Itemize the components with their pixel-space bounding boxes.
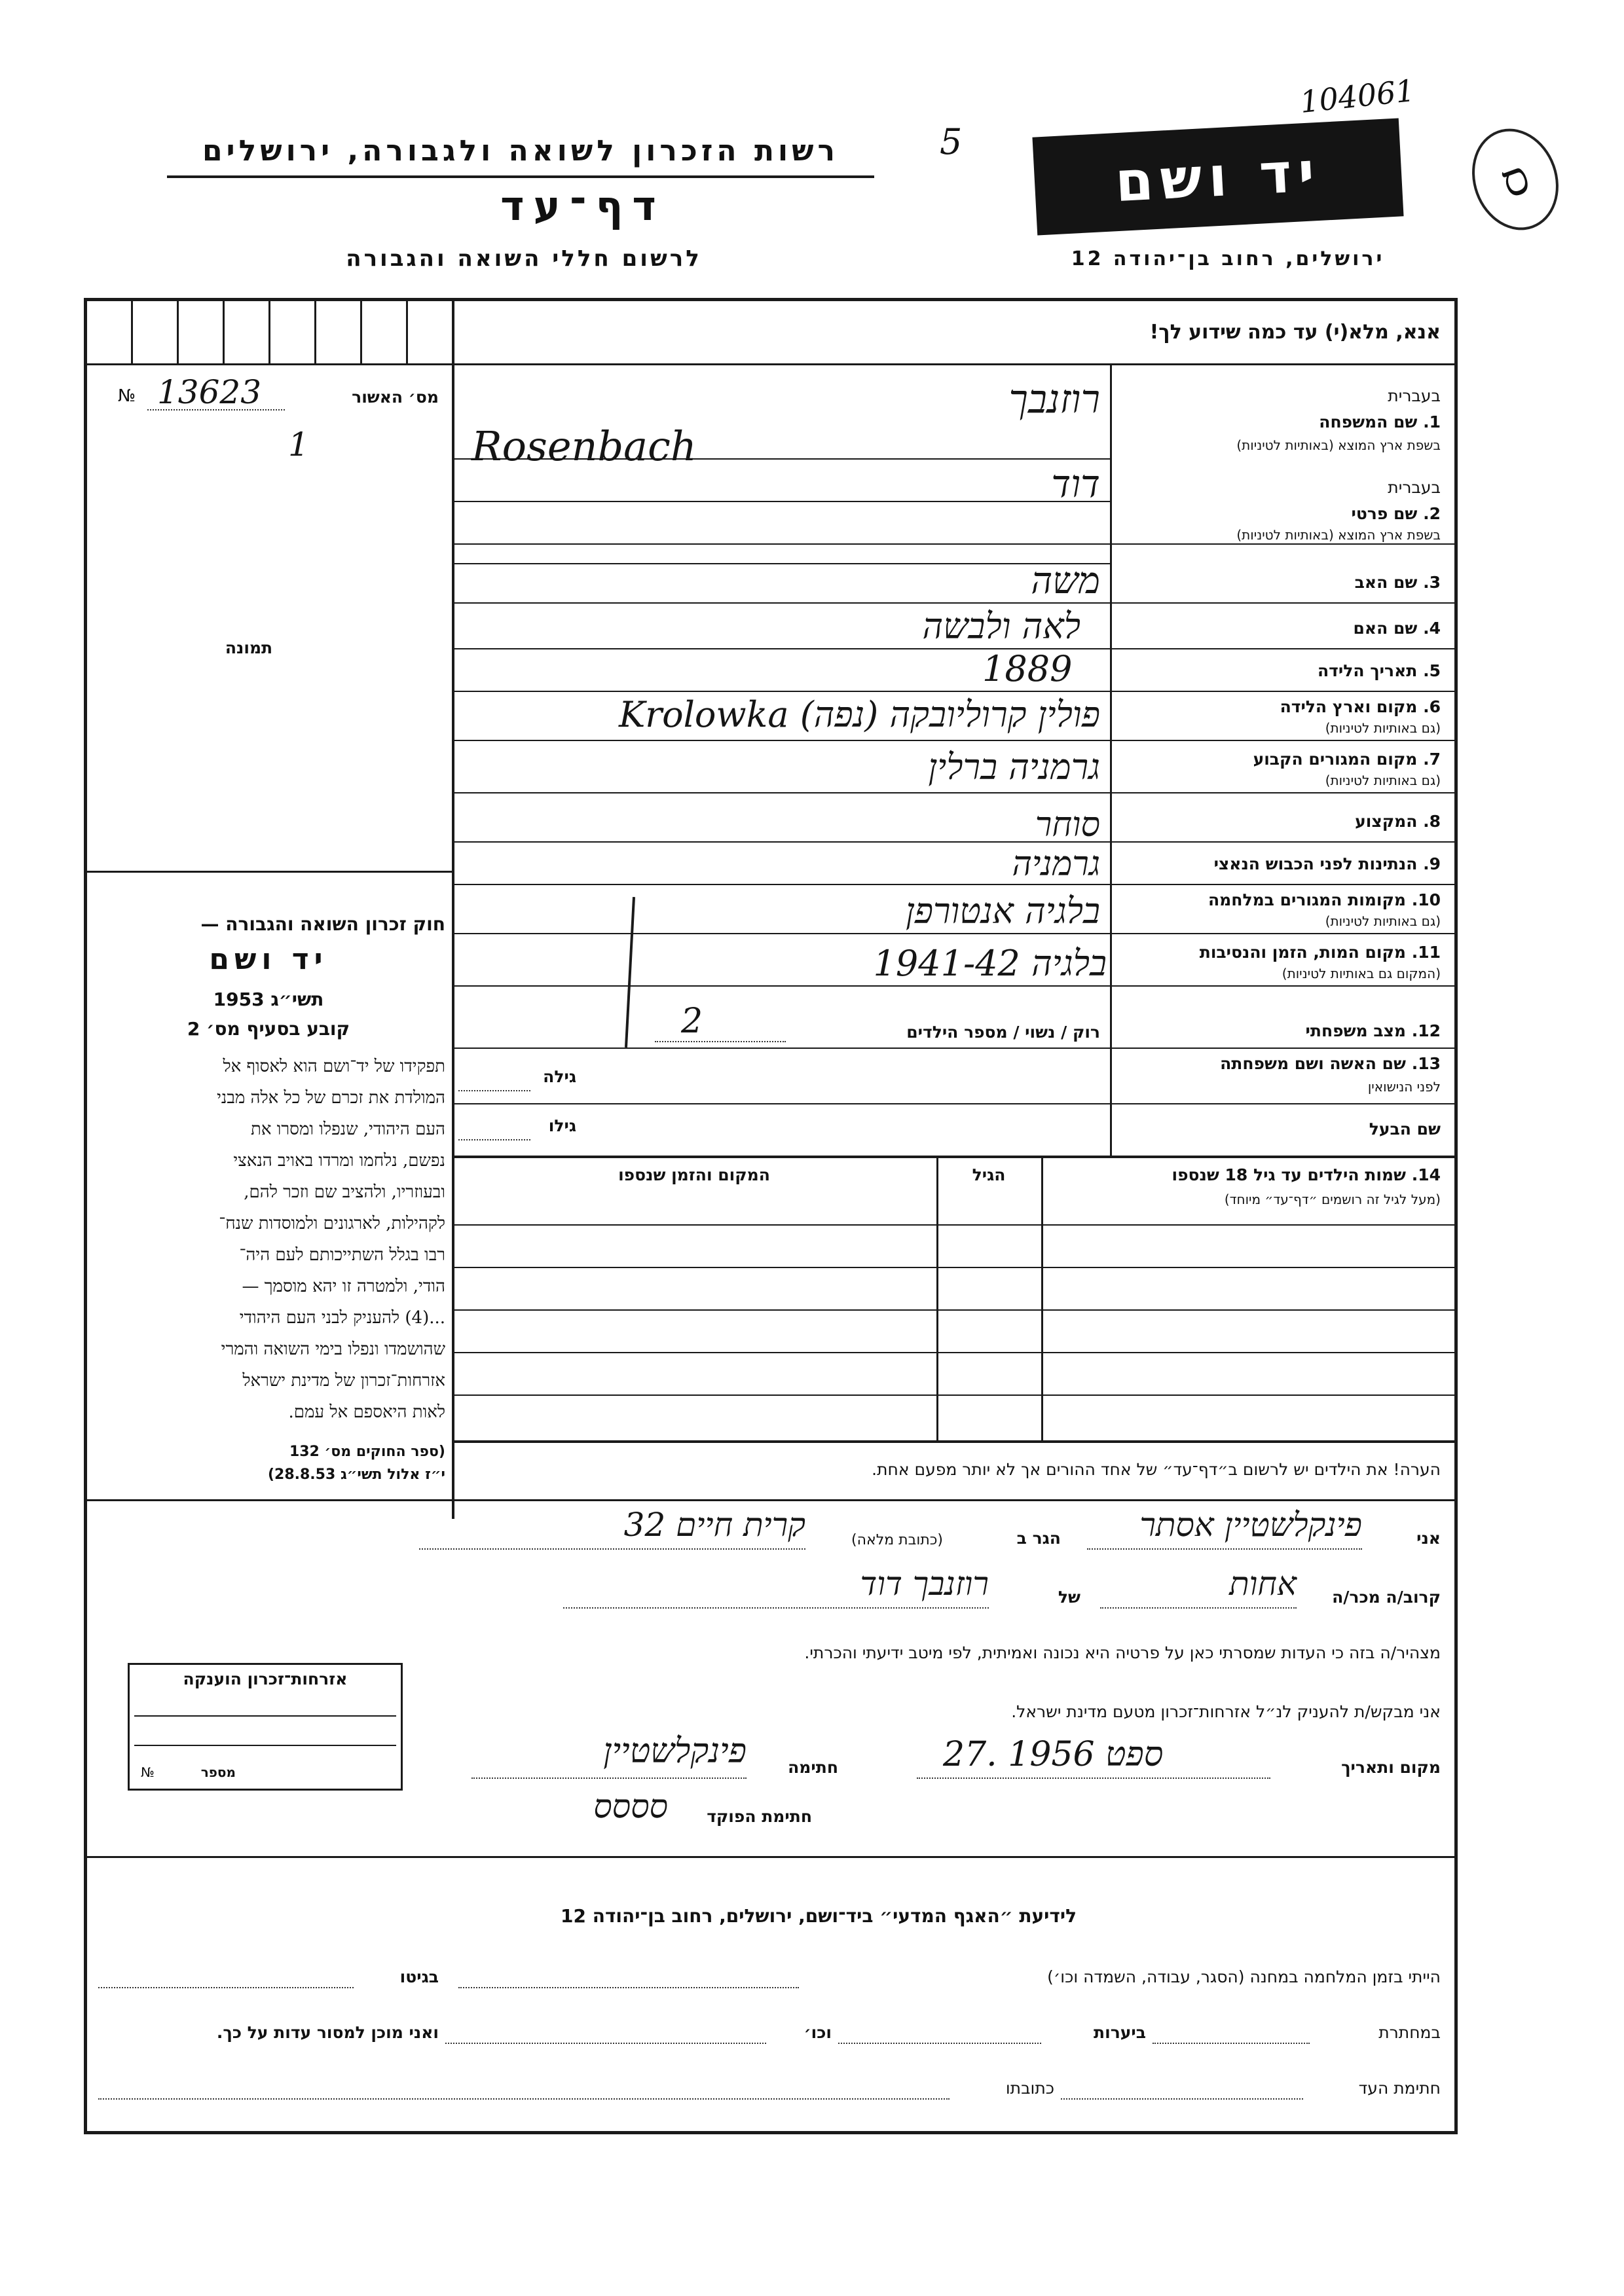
citizenship-title: אזרחות־זכרון הוענקה xyxy=(183,1669,348,1688)
children-count-line xyxy=(655,1041,786,1042)
footer-address: כתובתו xyxy=(1005,2079,1054,2098)
field-10-name: מקומות המגורים במלחמה xyxy=(1208,890,1406,909)
field-7-sub: (גם באותיות לטיניות) xyxy=(1325,773,1441,788)
field-4-label xyxy=(1126,619,1441,638)
instruction-text: אנא, מלא(י) עד כמה שידוע לך! xyxy=(1149,321,1441,344)
address-line xyxy=(419,1548,805,1550)
corner-mark: ס xyxy=(1458,117,1572,242)
label-column-divider xyxy=(1110,363,1112,1156)
field-1-name: שם המשפחה xyxy=(1319,412,1418,431)
of-label: של xyxy=(1058,1588,1080,1607)
field-5-name: תאריך הלידה xyxy=(1318,661,1418,680)
field-12-label xyxy=(1126,1021,1441,1040)
law-date: י״ז אלול תשי״ג 28.8.53) xyxy=(267,1467,445,1483)
signature-label: חתימה xyxy=(788,1758,838,1777)
field-2-name: שם פרטי xyxy=(1351,504,1418,523)
law-line: המולדת את זכרם של כל אלה מבני xyxy=(217,1088,445,1108)
children-place-divider xyxy=(1041,1156,1043,1440)
footer-etc: וכו׳ xyxy=(803,2023,832,2042)
of-value: רוזנבך דוד xyxy=(860,1565,989,1603)
footer-etc-fill xyxy=(445,2043,766,2044)
law-line: העם היהודי, שנפלו ומסרו את xyxy=(251,1120,445,1139)
surname-hebrew: רוזנבך xyxy=(1008,376,1100,422)
cert-no-sign: № xyxy=(118,386,136,406)
footer-witness-fill xyxy=(1061,2098,1303,2100)
citizenship-line-2 xyxy=(134,1745,396,1746)
field-5-num: 5. xyxy=(1423,661,1441,680)
officer-signature: סססס xyxy=(593,1787,668,1825)
field-11-sub: (המקום גם באותיות לטיניות) xyxy=(1282,966,1441,981)
note-text: הערה! את הילדים יש לרשום ב״דף־עד״ של אחד ההורים אך לא יותר מפעם אחת. xyxy=(872,1460,1441,1479)
field-12-name: מצב משפחתי xyxy=(1305,1021,1406,1040)
relation-value: אחות xyxy=(1229,1565,1297,1603)
footer-ghetto: בגיטו xyxy=(399,1967,439,1986)
form-title: דף־עד xyxy=(500,182,665,230)
field-13-label xyxy=(1126,1054,1441,1073)
law-source: (ספר החוקים מס׳ 132 xyxy=(289,1444,445,1460)
declaration-text: מצהיר/ה בזה כי העדות שמסרתי כאן על פרטיה היא נכונה ואמיתית, לפי מיטב ידיעתי והכרתי. xyxy=(804,1643,1441,1662)
field-7-num: 7. xyxy=(1423,750,1441,769)
field-6-label xyxy=(1126,697,1441,716)
field-10-sub: (גם באותיות לטיניות) xyxy=(1325,913,1441,929)
law-line: אזרחות־זכרון של מדינת ישראל xyxy=(242,1371,445,1391)
law-line: שהושמדו ונפלו בימי השואה והמרי xyxy=(221,1339,445,1359)
footer-camp-line: הייתי בזמן המלחמה במחנה (הסגר, עבודה, השמדה וכו׳) xyxy=(1047,1967,1441,1986)
footer-ghetto-fill xyxy=(98,1987,354,1988)
note-bottom-line xyxy=(84,1499,1458,1501)
place-date-label: מקום ותאריך xyxy=(1341,1758,1441,1777)
residence: גרמניה ברלין xyxy=(928,746,1100,788)
instruction-row-line xyxy=(452,363,1458,365)
place-date-line xyxy=(917,1777,1270,1779)
field-8-name: המקצוע xyxy=(1355,812,1418,831)
photo-bottom-line xyxy=(84,871,452,873)
field-3-num: 3. xyxy=(1423,573,1441,592)
first-name-hebrew: דוד xyxy=(1051,462,1100,506)
law-line: ...(4) להעניק לבני העם היהודי xyxy=(239,1308,445,1328)
field-12-num: 12. xyxy=(1411,1021,1441,1040)
field-13-extra: גילה xyxy=(543,1067,576,1086)
field-7-label xyxy=(1126,750,1441,769)
occupation: סוחר xyxy=(1035,805,1100,845)
footer-witness-sig: חתימת העד xyxy=(1358,2079,1441,2098)
citizenship-line-1 xyxy=(134,1715,396,1717)
children-place-header: המקום והזמן שנספו xyxy=(618,1165,770,1184)
field-11-label xyxy=(1126,943,1441,962)
birth-place: פולין קרוליובקה (נפה) Krolowka xyxy=(618,694,1100,735)
footer-address-fill xyxy=(98,2098,950,2100)
field-9-name: הנתינות לפני הכבוש הנאצי xyxy=(1213,854,1418,873)
field-6-name: מקום וארץ הלידה xyxy=(1280,697,1418,716)
footer-forests-fill xyxy=(838,2043,1041,2044)
field-7-name: מקום המגורים הקבוע xyxy=(1253,750,1418,769)
signature-value: פינקלשטיין xyxy=(603,1732,747,1771)
children-num: 14. xyxy=(1411,1165,1441,1184)
officer-label: חתימת הפוקד xyxy=(707,1807,812,1826)
husband-extra: גילו xyxy=(548,1116,576,1135)
children-age-divider xyxy=(936,1156,938,1440)
citizenship-no-sign: № xyxy=(141,1764,155,1780)
footer-top-line xyxy=(84,1856,1458,1858)
law-text xyxy=(92,1051,445,1428)
address-hint: (כתובת מלאה) xyxy=(851,1532,943,1548)
field-2-tag: בעברית xyxy=(1388,478,1441,497)
law-line: תפקידו של יד־ושם הוא לאסוף אל xyxy=(223,1057,445,1076)
field-13-sub: לפני הנישואין xyxy=(1367,1079,1441,1095)
margin-mark: 5 xyxy=(940,121,963,162)
relative-label: קרוב/ה מכר/ה xyxy=(1332,1588,1441,1607)
death-place-date: בלגיה 1941-42 xyxy=(873,943,1107,984)
field-3-name: שם האב xyxy=(1354,573,1418,592)
nationality: גרמניה xyxy=(1012,845,1100,884)
cert-label: מס׳ האשור xyxy=(352,388,439,407)
field-2-sub: בשפת ארץ המוצא (באותיות לטיניות) xyxy=(1236,527,1441,543)
cert-number: 13623 xyxy=(157,373,262,411)
field-10-num: 10. xyxy=(1411,890,1441,909)
declarant-name-line xyxy=(1087,1548,1362,1550)
field-2-num: 2. xyxy=(1423,504,1441,523)
field-13-name: שם האשה ושם משפחתה xyxy=(1220,1054,1406,1073)
request-text: אני מבקש/ת להעניק לנ״ל אזרחות־זכרון מטעם מדינת ישראל. xyxy=(1011,1702,1441,1721)
law-line: הודי, ולמטרה זו יהא מוסמך — xyxy=(242,1277,445,1296)
field-1-num: 1. xyxy=(1423,412,1441,431)
mother-name: לאה ולבשה xyxy=(922,606,1080,647)
husband-age-line xyxy=(458,1139,530,1140)
relation-line xyxy=(1100,1607,1297,1609)
footer-underground: במחתרת xyxy=(1378,2023,1441,2042)
signature-line xyxy=(471,1777,747,1779)
header-underline xyxy=(167,175,874,178)
institution-name: רשות הזכרון לשואה ולגבורה, ירושלים xyxy=(202,134,839,168)
law-line: ובעוזריו, ולהציב שם וזכר להם, xyxy=(244,1182,445,1202)
field-2-label xyxy=(1126,504,1441,523)
form-subtitle: לרשום חללי השואה והגבורה xyxy=(346,246,702,272)
footer-title: לידיעת ״האגף המדעי״ ביד־ושם, ירושלים, רחוב בן־יהודה 12 xyxy=(560,1905,1077,1927)
birth-date: 1889 xyxy=(982,648,1073,689)
law-title: חוק זכרון השואה והגבורה — xyxy=(200,913,445,935)
declarant-name: פינקלשטיין אסתר xyxy=(1139,1506,1362,1544)
field-13-num: 13. xyxy=(1411,1054,1441,1073)
footer-ready: ואני מוכן למסור עדות על כך. xyxy=(216,2023,439,2042)
wartime-residence: בלגיה אנטורפן xyxy=(905,890,1100,932)
field-6-num: 6. xyxy=(1423,697,1441,716)
children-age-header: הגיל xyxy=(972,1165,1006,1184)
field-8-label xyxy=(1126,812,1441,831)
law-line: לאות היאספם אל עמם. xyxy=(288,1402,445,1422)
children-count: 2 xyxy=(681,1002,703,1041)
children-title: שמות הילדים עד גיל 18 שנספו xyxy=(1172,1165,1406,1184)
declarant-address: קרית חיים 32 xyxy=(623,1506,805,1544)
law-clause: קובע בסעיף מס׳ 2 xyxy=(187,1018,350,1040)
declarant-i-label: אני xyxy=(1416,1529,1441,1548)
field-1-tag: בעברית xyxy=(1388,386,1441,405)
law-line: רבו בגלל השתייכותם לעם היה־ xyxy=(239,1245,445,1265)
children-sub: (מעל לגיל זה רושמים ״דף־עד״ מיוחד) xyxy=(1224,1192,1441,1207)
field-9-num: 9. xyxy=(1423,854,1441,873)
field-11-num: 11. xyxy=(1411,943,1441,962)
field-4-name: שם האם xyxy=(1353,619,1418,638)
citizenship-number-label: מספר xyxy=(200,1764,236,1780)
yad-vashem-logo: יד ושם xyxy=(1032,118,1403,235)
cert-line xyxy=(147,409,285,410)
place-date-value: 27. ספט 1956 xyxy=(943,1735,1164,1774)
cert-sub: 1 xyxy=(288,426,309,464)
archive-number: 104061 xyxy=(1298,72,1416,120)
surname-latin: Rosenbach xyxy=(471,422,697,470)
field-1-sub: בשפת ארץ המוצא (באותיות לטיניות) xyxy=(1236,437,1441,453)
children-label xyxy=(1048,1165,1441,1184)
footer-forests: ביערות xyxy=(1094,2023,1146,2042)
footer-camp-fill xyxy=(458,1987,799,1988)
footer-underground-fill xyxy=(1153,2043,1310,2044)
field-5-label xyxy=(1126,661,1441,680)
wife-age-line xyxy=(458,1090,530,1091)
field-1-label xyxy=(1126,412,1441,431)
field-3-label xyxy=(1126,573,1441,592)
law-year: תשי״ג 1953 xyxy=(213,989,324,1010)
of-line xyxy=(563,1607,989,1609)
field-4-num: 4. xyxy=(1423,619,1441,638)
field-9-label xyxy=(1126,854,1441,873)
law-line: לקהילות, לארגונים ולמוסדות שנח־ xyxy=(219,1214,445,1233)
law-line: נפשם, נלחמו ומרדו באויב הנאצי xyxy=(233,1151,445,1171)
header-address: ירושלים, רחוב בן־יהודה 12 xyxy=(1071,247,1385,270)
law-name: יד ושם xyxy=(209,943,328,976)
field-6-sub: (גם באותיות לטיניות) xyxy=(1325,720,1441,736)
field-11-name: מקום המות, הזמן והנסיבות xyxy=(1199,943,1406,962)
left-panel-divider xyxy=(452,298,454,1519)
children-header-line xyxy=(452,1224,1458,1226)
father-name: משה xyxy=(1031,560,1100,602)
photo-label: תמונה xyxy=(225,638,273,657)
residing-label: הגר ב xyxy=(1016,1529,1061,1548)
husband-label: שם הבעל xyxy=(1369,1120,1441,1139)
field-8-num: 8. xyxy=(1423,812,1441,831)
field-10-label xyxy=(1126,890,1441,909)
field-12-extra: רוק / נשוי / מספר הילדים xyxy=(906,1023,1100,1042)
